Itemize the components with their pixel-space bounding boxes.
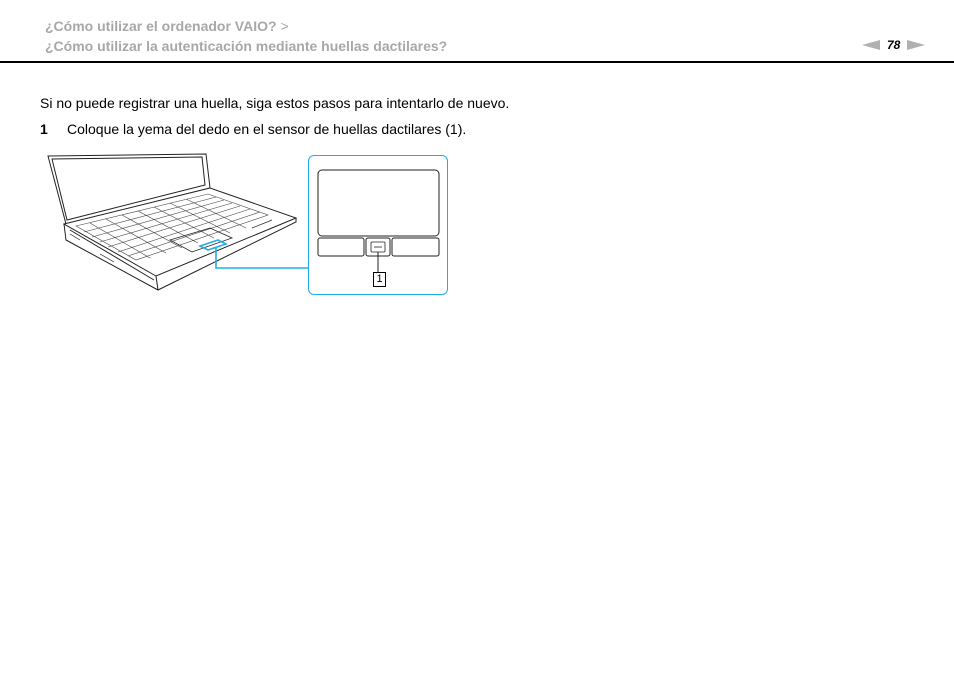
- breadcrumb-link-fingerprint[interactable]: ¿Cómo utilizar la autenticación mediante huellas dactilares?: [45, 38, 448, 54]
- page-header: [0, 0, 954, 64]
- breadcrumb-line-1: [45, 16, 447, 36]
- page-navigation: [862, 37, 925, 53]
- step-item: [40, 121, 466, 137]
- step-number: 1: [40, 121, 48, 137]
- callout-label-fingerprint-sensor: 1: [373, 272, 386, 287]
- callout-connector-line: [216, 248, 308, 268]
- header-divider: [0, 61, 954, 63]
- breadcrumb-line-2: [45, 36, 447, 56]
- breadcrumb-separator: >: [280, 18, 289, 34]
- previous-page-icon[interactable]: [862, 40, 880, 50]
- breadcrumb: [45, 16, 447, 56]
- intro-paragraph: Si no puede registrar una huella, siga estos pasos para intentarlo de nuevo.: [40, 95, 510, 111]
- breadcrumb-link-vaio[interactable]: ¿Cómo utilizar el ordenador VAIO?: [45, 18, 277, 34]
- step-text: Coloque la yema del dedo en el sensor de huellas dactilares (1).: [67, 121, 467, 137]
- laptop-figure: [40, 150, 460, 302]
- page-number: 78: [887, 38, 901, 52]
- next-page-icon[interactable]: [907, 40, 925, 50]
